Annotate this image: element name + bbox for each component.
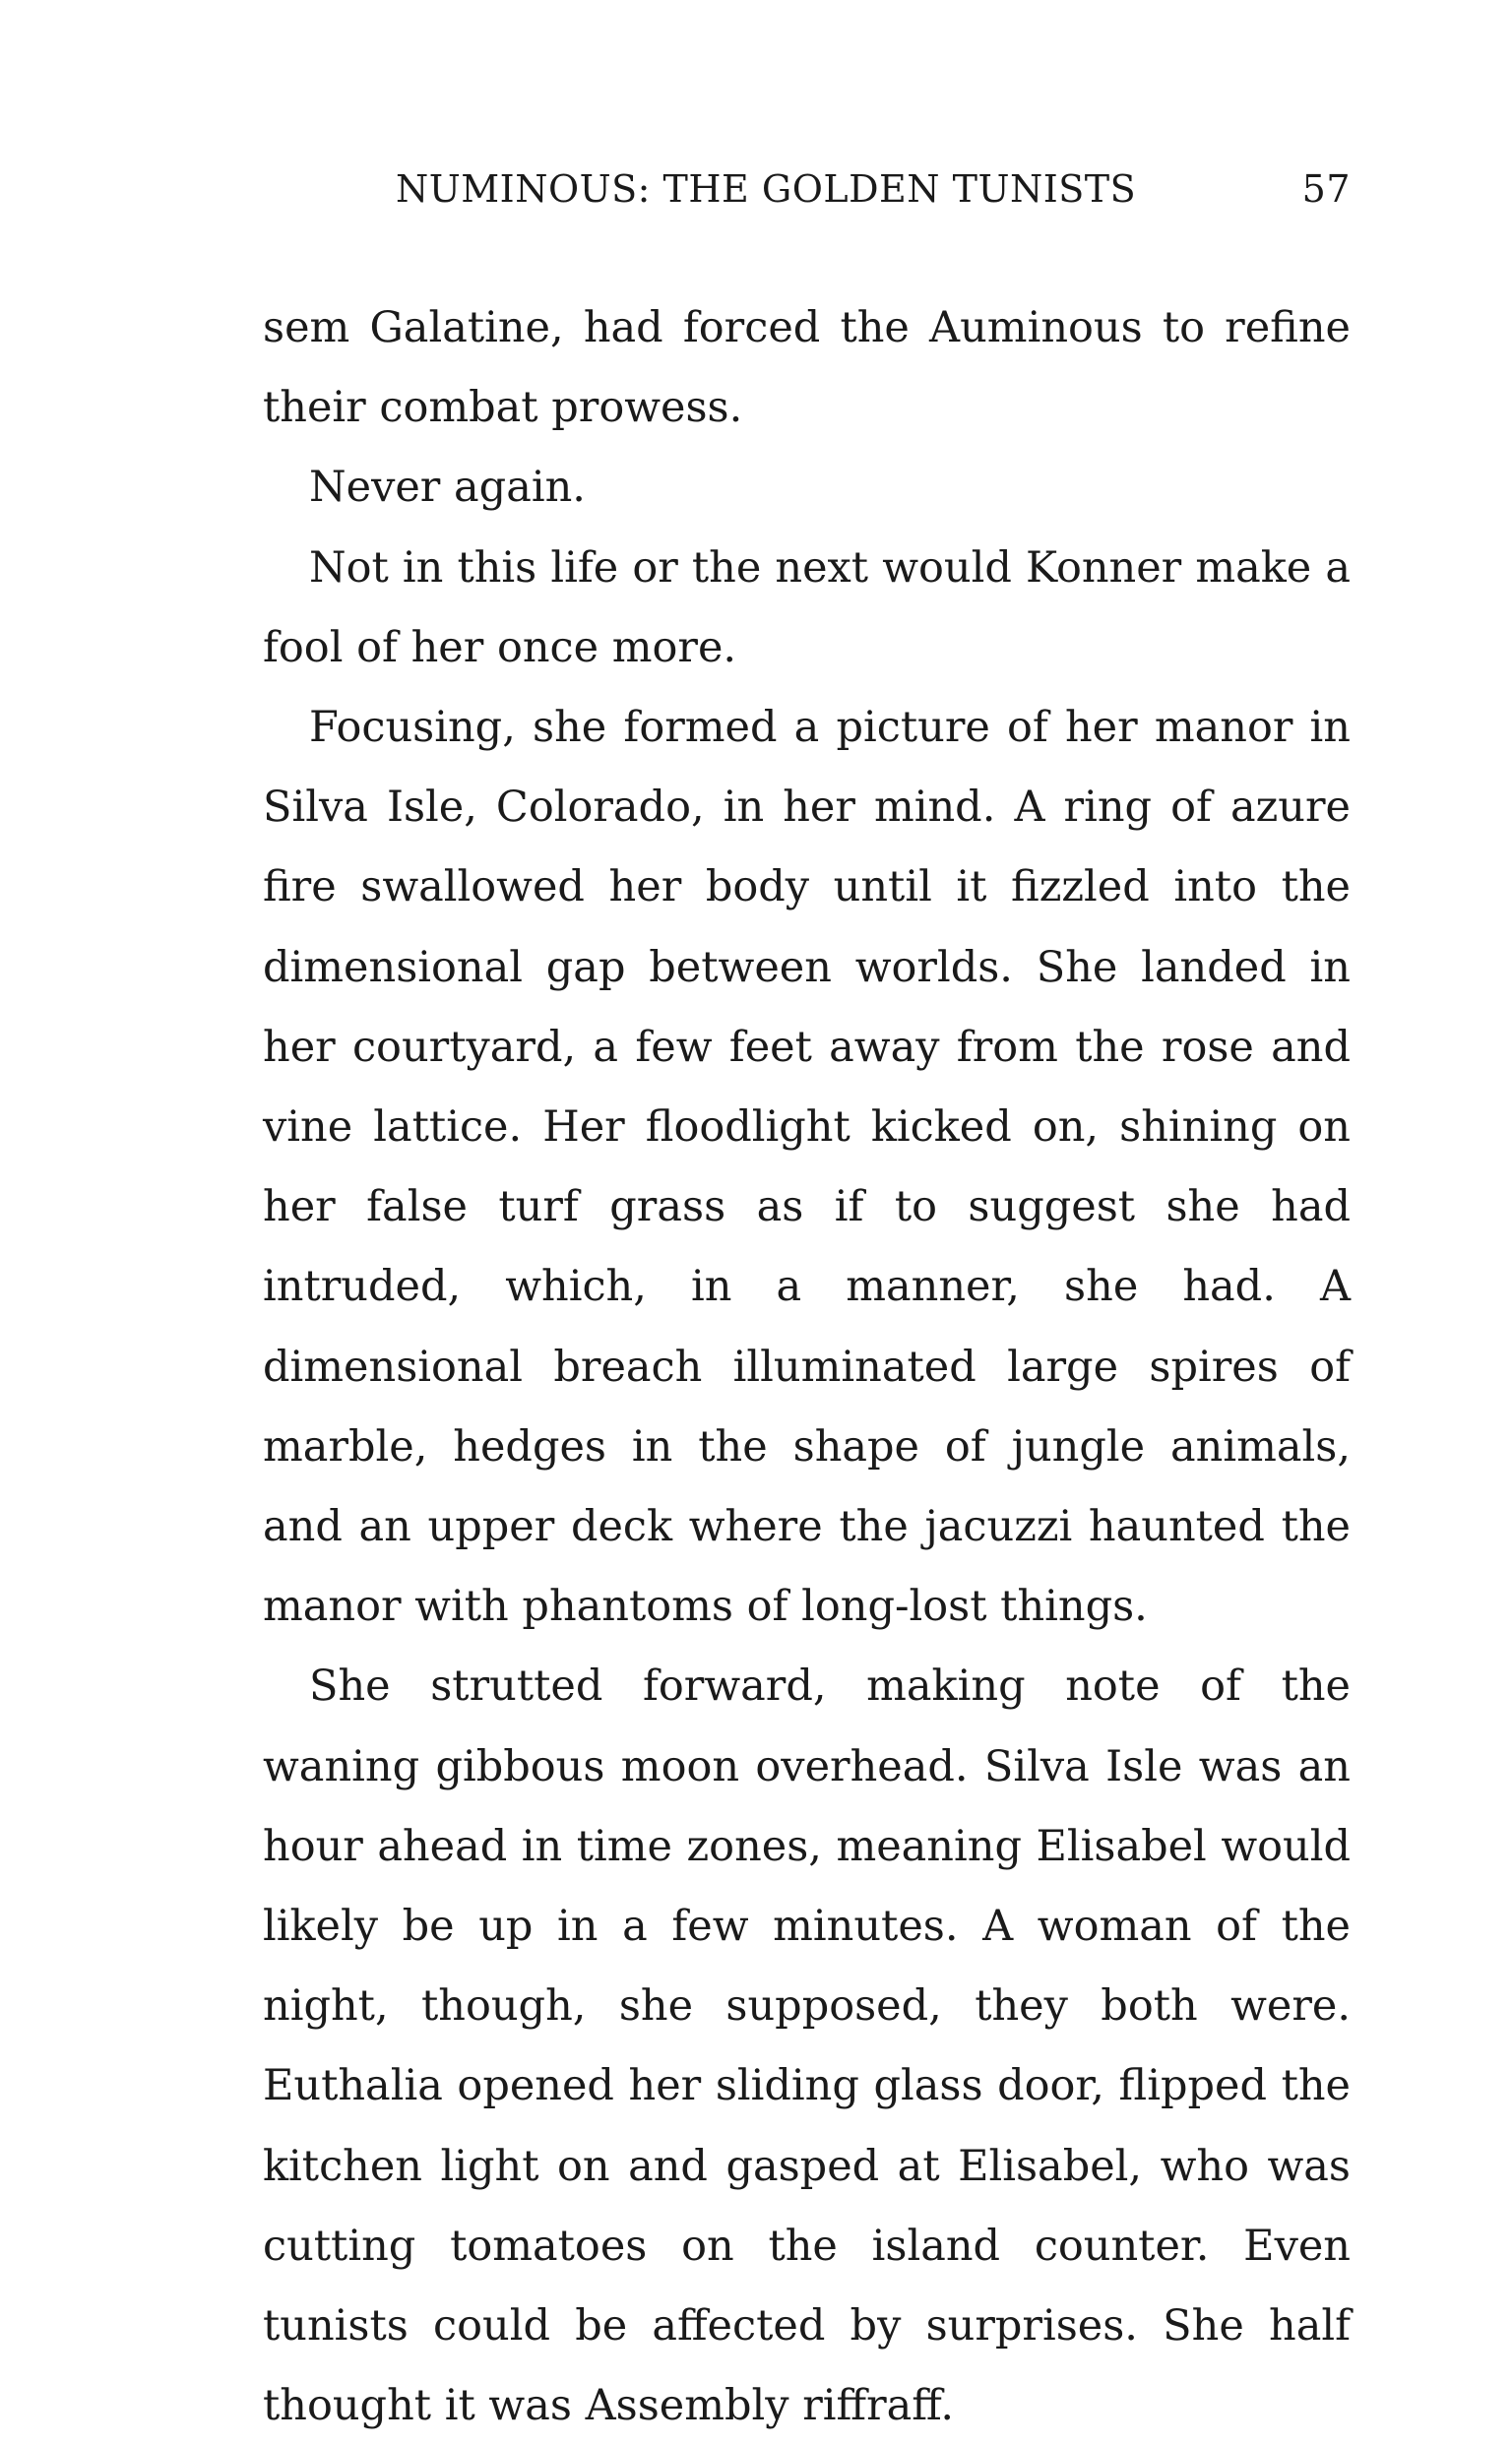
paragraph: Never again. bbox=[309, 463, 586, 513]
paragraph-continued: sem Galatine, had forced the Auminous to refine their combat prowess. bbox=[263, 303, 1351, 433]
paragraph: Focusing, she formed a picture of her manor in Silva Isle, Colorado, in her mind. A ring of azure fire swallowed her body until it fizzled into the dimensional gap between worlds. She landed in her courtyard, a few feet away from the rose and vine lattice. Her floodlight kicked on, shining on her false turf grass as if to suggest she had intruded, which, in a manner, she had. A dimensional breach illuminated large spires of marble, hedges in the shape of jungle animals, and an upper deck where the jacuzzi haunted the manor with phantoms of long-lost things. bbox=[263, 703, 1351, 1632]
paragraph: She strutted forward, making note of the waning gibbous moon overhead. Silva Isle was an hour ahead in time zones, meaning Elisabel would likely be up in a few minutes. A woman of the night, though, she supposed, they both were. Euthalia opened her sliding glass door, flipped the kitchen light on and gasped at Elisabel, who was cutting tomatoes on the island counter. Even tunists could be affected by surprises. She half thought it was Assembly riffraff. bbox=[263, 1662, 1351, 2431]
paragraph: Not in this life or the next would Konner make a fool of her once more. bbox=[263, 542, 1351, 672]
running-title: NUMINOUS: THE GOLDEN TUNISTS bbox=[396, 167, 1137, 211]
page-number: 57 bbox=[1301, 167, 1351, 211]
running-header bbox=[263, 167, 1351, 222]
body-text bbox=[263, 288, 1351, 2446]
